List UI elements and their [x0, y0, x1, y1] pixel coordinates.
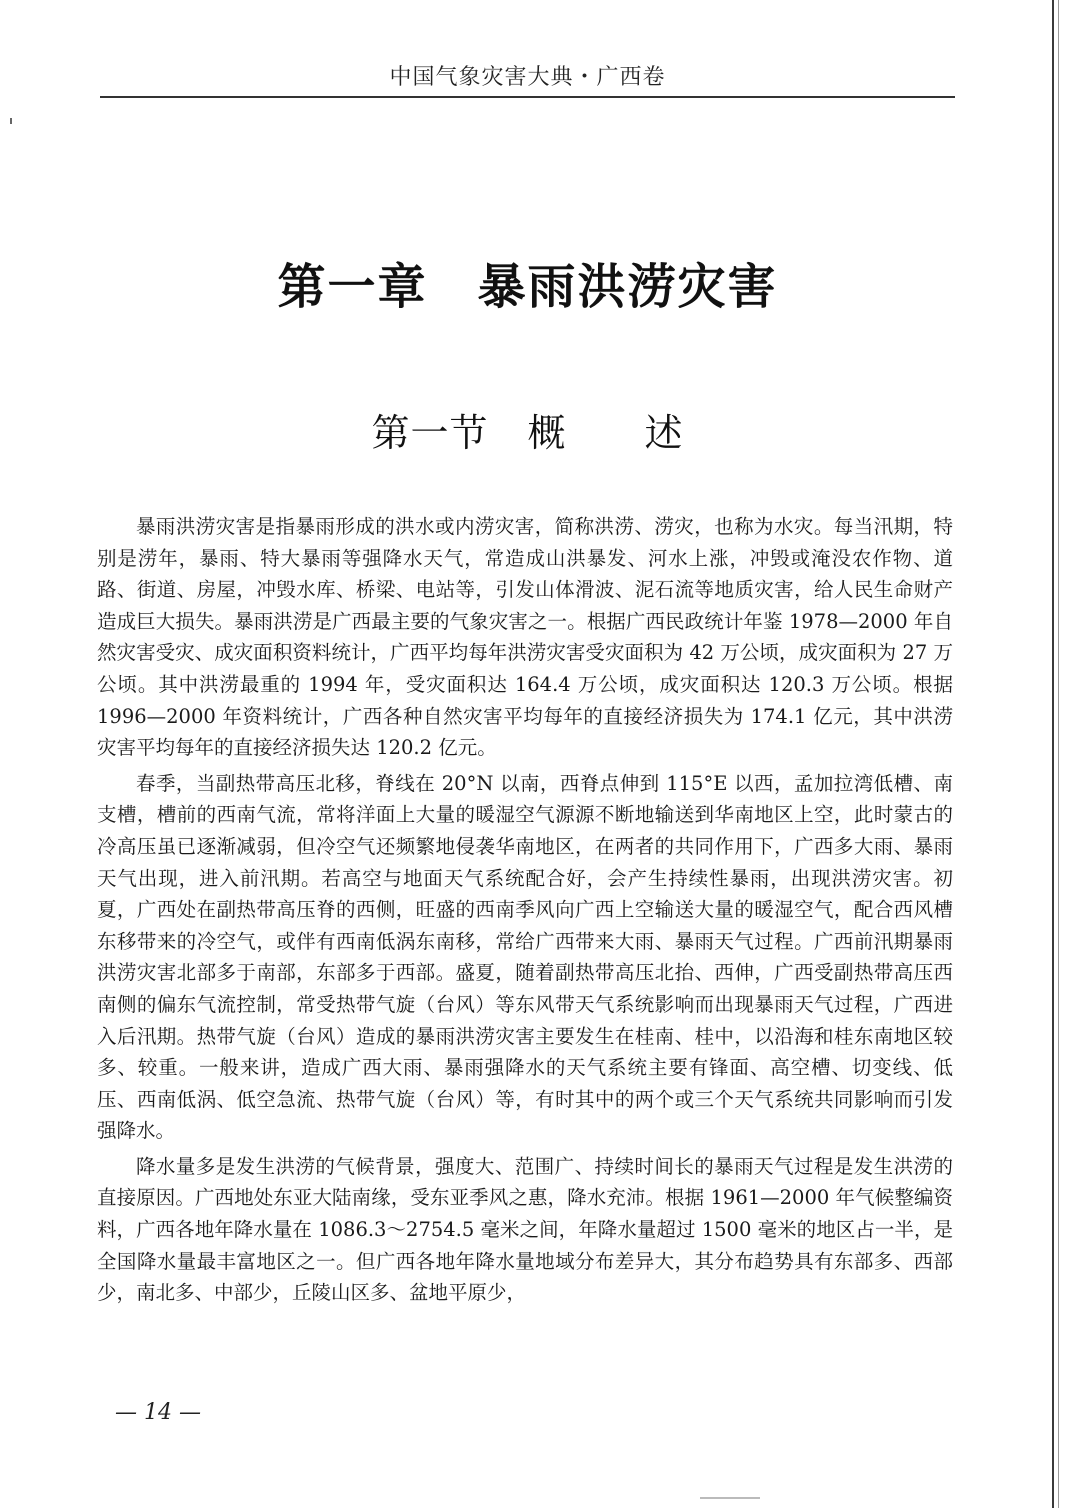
chapter-title: 第一章 暴雨洪涝灾害 — [277, 259, 778, 315]
running-header: 中国气象灾害大典・广西卷 — [389, 65, 666, 90]
section-title: 第一节 概 述 — [371, 411, 684, 455]
paragraph-weather-systems: 春季，当副热带高压北移，脊线在 20°N 以南，西脊点伸到 115°E 以西，孟加拉湾低槽、南支槽，槽前的西南气流，常将洋面上大量的暖湿空气源源不断地输送到华南地区上空，此时蒙古的冷高压虽已逐渐减弱，但冷空气还频繁地侵袭华南地区，在两者的共同作用下，广西多大雨、暴雨天气出现，进入前汛期。若高空与地面天气系统配合好，会产生持续性暴雨，出现洪涝灾害。初夏，广西处在副热带高压脊的西侧，旺盛的西南季风向广西上空输送大量的暖湿空气，配合西风槽东移带来的冷空气，或伴有西南低涡东南移，常给广西带来大雨、暴雨天气过程。广西前汛期暴雨洪涝灾害北部多于南部，东部多于西部。盛夏，随着副热带高压北抬、西伸，广西受副热带高压西南侧的偏东气流控制，常受热带气旋（台风）等东风带天气系统影响而出现暴雨天气过程，广西进入后汛期。热带气旋（台风）造成的暴雨洪涝灾害主要发生在桂南、桂中，以沿海和桂东南地区较多、较重。一般来讲，造成广西大雨、暴雨强降水的天气系统主要有锋面、高空槽、切变线、低压、西南低涡、低空急流、热带气旋（台风）等，有时其中的两个或三个天气系统共同影响而引发强降水。 — [97, 771, 953, 1143]
scan-speck — [700, 1497, 760, 1499]
paragraph-precipitation: 降水量多是发生洪涝的气候背景，强度大、范围广、持续时间长的暴雨天气过程是发生洪涝的直接原因。广西地处东亚大陆南缘，受东亚季风之惠，降水充沛。根据 1961—2000 年气候整编资料，广西各地年降水量在 1086.3～2754.5 毫米之间，年降水量超过 1500 毫米的地区占一半，是全国降水量最丰富地区之一。但广西各地年降水量地域分布差异大，其分布趋势具有东部多、西部少，南北多、中部少，丘陵山区多、盆地平原少， — [97, 1154, 953, 1305]
paragraph-overview: 暴雨洪涝灾害是指暴雨形成的洪水或内涝灾害，简称洪涝、涝灾，也称为水灾。每当汛期，特别是涝年，暴雨、特大暴雨等强降水天气，常造成山洪暴发、河水上涨，冲毁或淹没农作物、道路、街道、房屋，冲毁水库、桥梁、电站等，引发山体滑波、泥石流等地质灾害，给人民生命财产造成巨大损失。暴雨洪涝是广西最主要的气象灾害之一。根据广西民政统计年鉴 1978—2000 年自然灾害受灾、成灾面积资料统计，广西平均每年洪涝灾害受灾面积为 42 万公顷，成灾面积为 27 万公顷。其中洪涝最重的 1994 年，受灾面积达 164.4 万公顷，成灾面积达 120.3 万公顷。根据 1996—2000 年资料统计，广西各种自然灾害平均每年的直接经济损失为 174.1 亿元，其中洪涝灾害平均每年的直接经济损失达 120.2 亿元。 — [97, 515, 953, 760]
body-text — [97, 511, 953, 1313]
page-edge-shadow — [1058, 0, 1059, 1508]
page-number: — 14 — — [115, 1400, 201, 1425]
page-edge-right — [1052, 0, 1054, 1508]
scan-mark — [10, 118, 12, 124]
header-rule — [100, 96, 955, 98]
